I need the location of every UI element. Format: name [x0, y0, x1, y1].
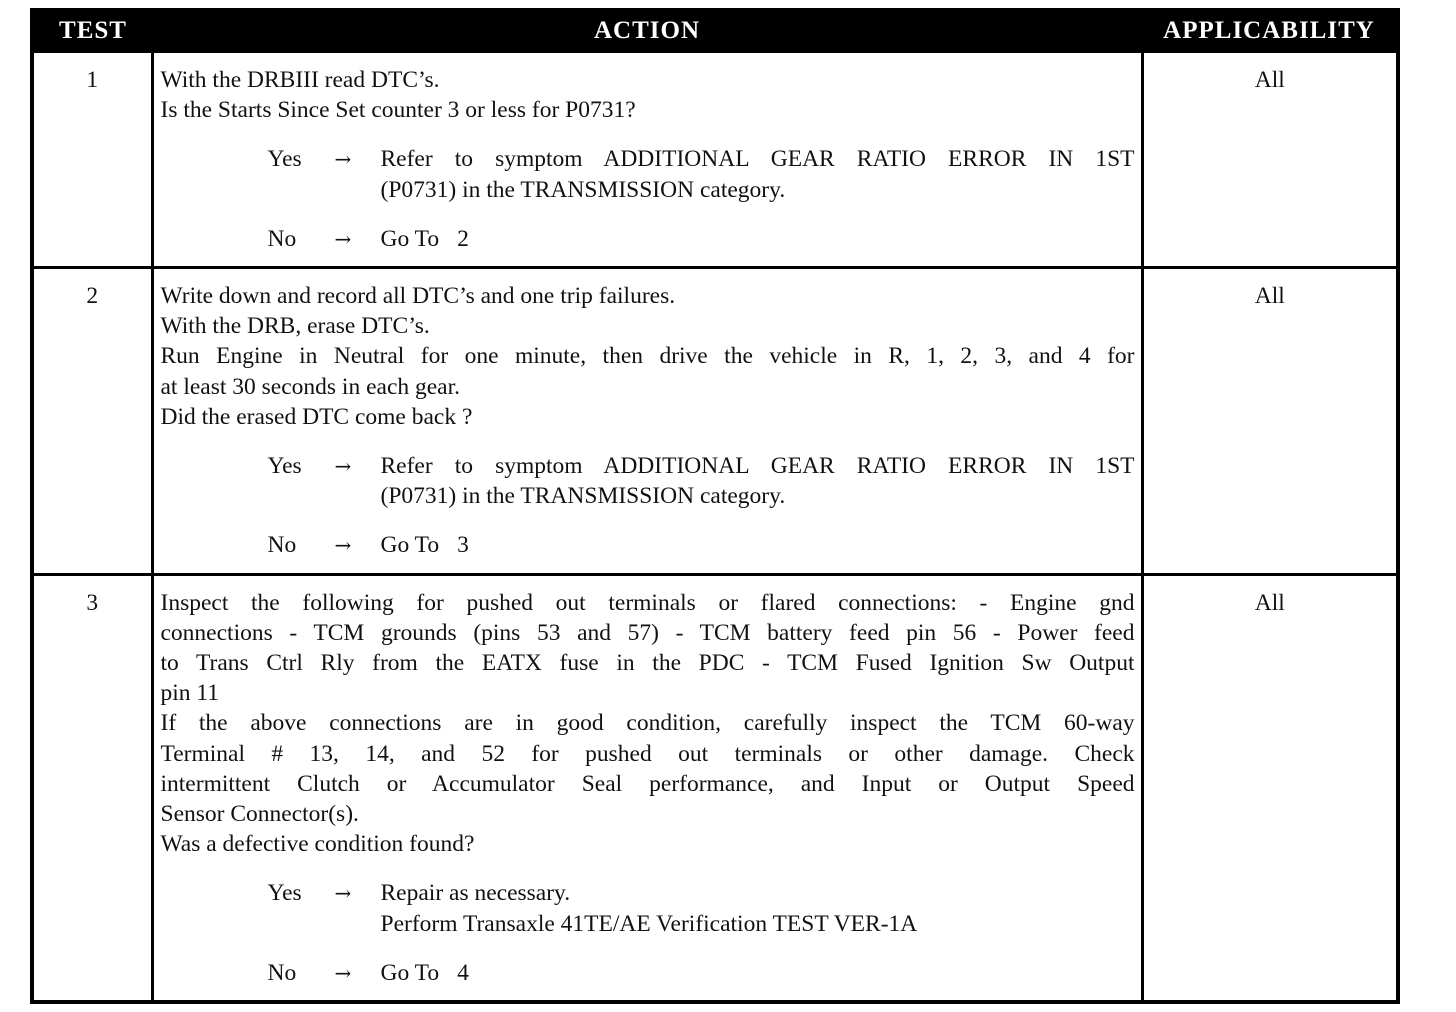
yes-text — [381, 451, 1135, 511]
yes-line: (P0731) in the TRANSMISSION category. — [380, 483, 786, 510]
no-branch — [268, 958, 1135, 988]
action-line: If the above connections are in good condition, carefully inspect the TCM 60-way — [160, 710, 1135, 737]
yes-label: Yes — [267, 453, 302, 480]
yes-line: Refer to symptom ADDITIONAL GEAR RATIO ERROR IN 1ST — [380, 146, 1135, 173]
diagnostic-test-table — [30, 8, 1400, 1004]
test-number: 3 — [32, 574, 152, 1002]
action-cell — [152, 52, 1142, 268]
no-label: No — [267, 225, 297, 252]
header-test: TEST — [32, 10, 152, 52]
action-line: Is the Starts Since Set counter 3 or less for P0731? — [160, 97, 636, 124]
action-line: intermittent Clutch or Accumulator Seal performance, and Input or Output Speed — [160, 770, 1135, 797]
table-row — [32, 574, 1398, 1002]
yes-label: Yes — [267, 880, 302, 907]
goto-text: Go To — [380, 532, 440, 559]
applicability-cell: All — [1142, 574, 1398, 1002]
action-line: at least 30 seconds in each gear. — [160, 373, 461, 400]
action-line: With the DRBIII read DTC’s. — [160, 67, 440, 93]
no-text — [381, 530, 1135, 560]
applicability-cell: All — [1142, 268, 1398, 575]
arrow-icon: → — [334, 147, 352, 172]
no-label: No — [267, 532, 297, 559]
no-text — [381, 958, 1135, 988]
table-row — [32, 268, 1398, 575]
table-header-row — [32, 10, 1398, 52]
table-row — [32, 52, 1398, 268]
applicability-cell: All — [1142, 52, 1398, 268]
action-line: Inspect the following for pushed out terminals or flared connections: - Engine gnd — [160, 589, 1135, 616]
action-line: With the DRB, erase DTC’s. — [160, 313, 430, 340]
test-number: 2 — [32, 268, 152, 575]
no-branch — [268, 530, 1135, 560]
goto-target: 2 — [457, 225, 469, 252]
branch-block — [268, 451, 1135, 561]
yes-text — [381, 144, 1135, 204]
action-line: Sensor Connector(s). — [160, 801, 359, 828]
arrow-icon: → — [334, 226, 352, 251]
action-line: Terminal # 13, 14, and 52 for pushed out terminals or other damage. Check — [160, 740, 1135, 767]
action-line: pin 11 — [160, 680, 220, 707]
action-line: Did the erased DTC come back ? — [160, 403, 473, 430]
goto-target: 3 — [457, 532, 469, 559]
action-line: Was a defective condition found? — [160, 831, 475, 858]
action-line: Write down and record all DTC’s and one trip failures. — [160, 283, 676, 310]
header-applicability: APPLICABILITY — [1142, 10, 1398, 52]
yes-label: Yes — [267, 146, 302, 173]
arrow-icon: → — [334, 454, 352, 479]
arrow-icon: → — [334, 533, 352, 558]
yes-branch — [268, 451, 1135, 511]
action-line: Run Engine in Neutral for one minute, then drive the vehicle in R, 1, 2, 3, and 4 for — [160, 343, 1135, 370]
branch-block — [268, 144, 1135, 254]
header-action: ACTION — [152, 10, 1142, 52]
no-branch — [268, 224, 1135, 254]
yes-line: (P0731) in the TRANSMISSION category. — [380, 176, 786, 203]
yes-line: Perform Transaxle 41TE/AE Verification TEST VER-1A — [380, 910, 918, 937]
arrow-icon: → — [334, 960, 352, 985]
yes-line: Refer to symptom ADDITIONAL GEAR RATIO ERROR IN 1ST — [380, 453, 1135, 480]
test-number: 1 — [32, 52, 152, 268]
yes-branch — [268, 878, 1135, 938]
action-cell — [152, 268, 1142, 575]
no-label: No — [267, 959, 297, 986]
goto-target: 4 — [457, 959, 469, 986]
action-line: to Trans Ctrl Rly from the EATX fuse in the PDC - TCM Fused Ignition Sw Output — [160, 650, 1135, 677]
yes-branch — [268, 144, 1135, 204]
yes-text — [381, 878, 1135, 938]
arrow-icon: → — [334, 881, 352, 906]
no-text — [381, 224, 1135, 254]
goto-text: Go To — [380, 959, 440, 986]
goto-text: Go To — [380, 225, 440, 252]
yes-line: Repair as necessary. — [380, 880, 571, 907]
branch-block — [268, 878, 1135, 988]
action-line: connections - TCM grounds (pins 53 and 57) - TCM battery feed pin 56 - Power feed — [160, 619, 1135, 646]
action-cell — [152, 574, 1142, 1002]
